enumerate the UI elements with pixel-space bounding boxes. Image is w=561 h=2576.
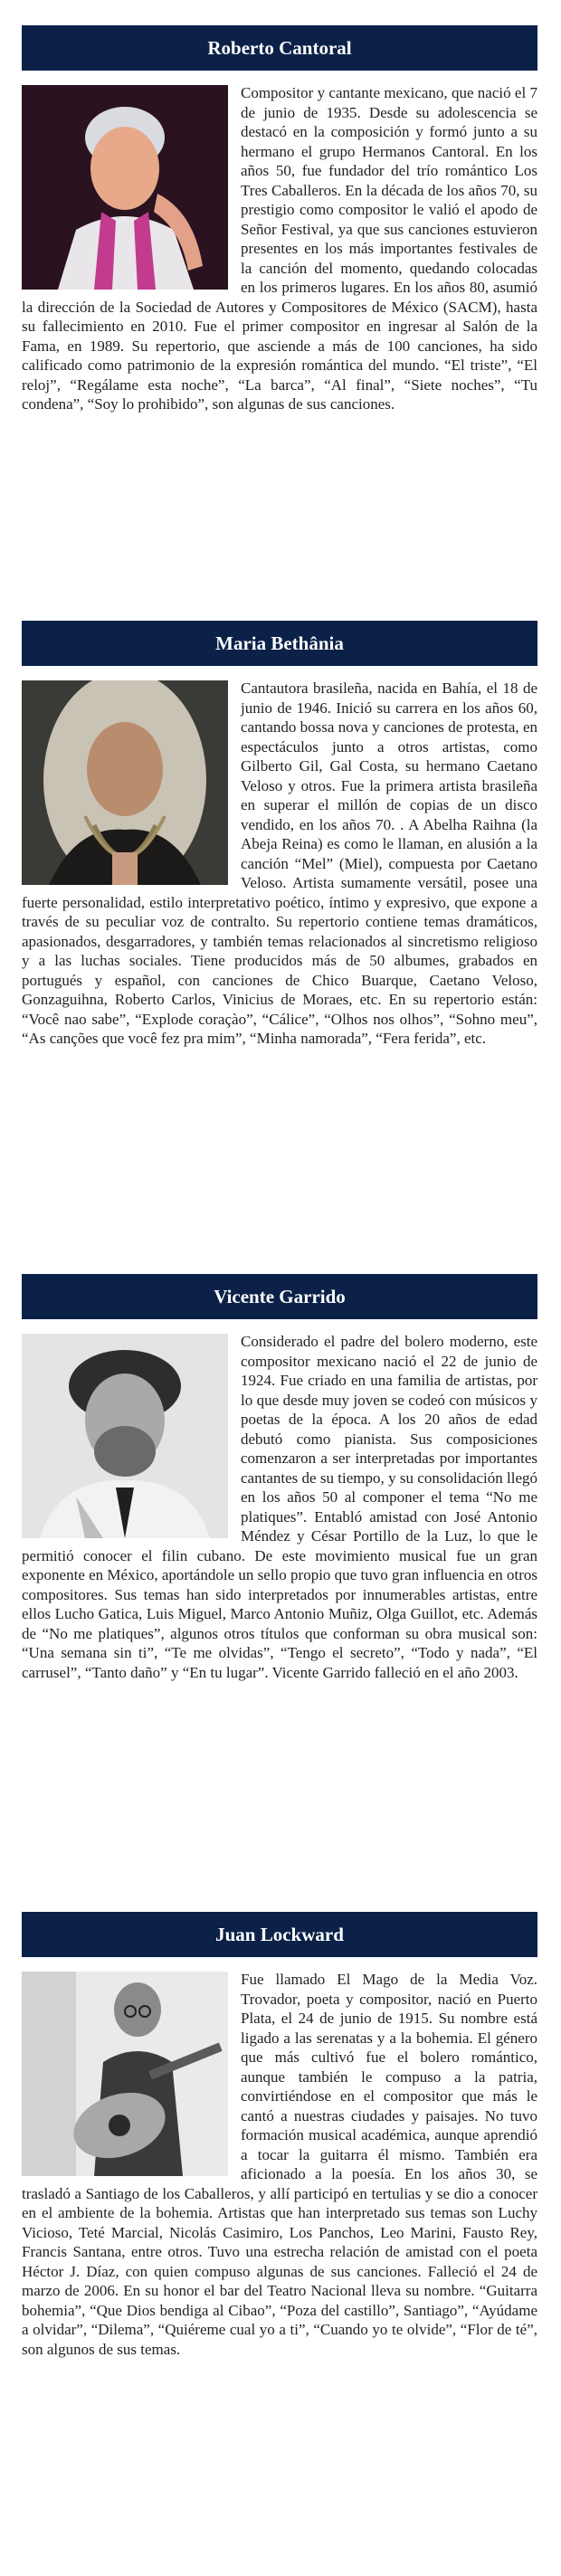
portrait-photo-icon [22, 85, 228, 290]
artist-section-maria-bethania [22, 621, 537, 1049]
portrait-photo-icon [22, 1334, 228, 1538]
artist-photo [22, 680, 228, 885]
artist-name-header: Juan Lockward [22, 1912, 537, 1957]
artist-name-header: Vicente Garrido [22, 1274, 537, 1319]
artist-photo [22, 85, 228, 290]
artist-photo [22, 1334, 228, 1538]
artist-bio: Considerado el padre del bolero moderno, este compositor mexicano nació el 22 de junio de 1924. Fue criado en una familia de artistas, por lo que desde muy joven se codeó con músicos y poetas de la época. A los 20 años de edad debutó como pianista. Sus composiciones comenzaron a ser interpretadas por importantes cantantes de su tiempo, y su consolidación llegó en los años 50 al componer el tema “No me platiques”. Entabló amistad con José Antonio Méndez y César Portillo de la Luz, lo que le permitió conocer el filin cubano. De este movimiento musical fue un gran exponente en México, aportándole un sello propio que tuvo gran influencia en otros compositores. Sus temas han sido interpretados por innumerables artistas, entre ellos Lucho Gatica, Luis Miguel, Marco Antonio Muñiz, Olga Guillot, etc. Además de “No me platiques”, algunos otros títulos que conforman su obra musical son: “Una semana sin ti”, “Te me olvidas”, “Tengo el secreto”, “Todo y nada”, “El carrusel”, “Tanto daño” y “En tu lugar”. Vicente Garrido falleció en el año 2003. [22, 1333, 537, 1681]
artist-bio: Cantautora brasileña, nacida en Bahía, el 18 de junio de 1946. Inició su carrera en los años 60, cantando bossa nova y canciones de protesta, en espectáculos junto a otros artistas, como Gilberto Gil, Gal Costa, su hermano Caetano Veloso y otros. Fue la primera artista brasileña en superar el millón de copias de un disco vendido, en los años 70. . A Abelha Raihna (la Abeja Reina) es como le llaman, en alusión a la canción “Mel” (Miel), compuesta por Caetano Veloso. Artista sumamente versátil, posee una fuerte personalidad, estilo interpretativo poético, íntimo y expresivo, que expone a través de su peculiar voz de contralto. Su repertorio contiene temas dramáticos, apasionados, desgarradores, y también temas relacionados al sincretismo religioso y a las luchas sociales. Tiene producidos más de 50 albumes, grabados en portugués y español, con canciones de Chico Buarque, Caetano Veloso, Gonzaguihna, Roberto Carlos, Vinicius de Moraes, etc. En su repertorio están: “Você nao sabe”, “Explode coraçào”, “Cálice”, “Olhos nos olhos”, “Sohno meu”, “As canções que você fez pra mim”, “Minha namorada”, “Fera ferida”, etc. [22, 679, 537, 1049]
artist-section-juan-lockward [22, 1912, 537, 2359]
portrait-photo-icon [22, 680, 228, 885]
artist-bio: Compositor y cantante mexicano, que nació el 7 de junio de 1935. Desde su adolescencia se destacó en la composición y formó junto a su hermano el grupo Hermanos Cantoral. En los años 50, fue fundador del trío romántico Los Tres Caballeros. En la década de los años 70, su prestigio como compositor le valió el apodo de Señor Festival, ya que sus canciones estuvieron presentes en los más importantes festivales de la canción del momento, quedando colocadas en los primeros lugares. En los años 80, asumió la dirección de la Sociedad de Autores y Compositores de México (SACM), hasta su fallecimiento en 2010. Fue el primer compositor en ingresar al Salón de la Fama, en 1989. Su repertorio, que asciende a más de 100 canciones, ha sido calificado como patrimonio de la expresión romántica del mundo. “El triste”, “El reloj”, “Regálame esta noche”, “La barca”, “Al final”, “Siete noches”, “Tu condena”, “Soy lo prohibido”, son algunas de sus canciones. [22, 84, 537, 413]
artist-photo [22, 1972, 228, 2176]
artist-name-header: Maria Bethânia [22, 621, 537, 666]
artist-name-header: Roberto Cantoral [22, 25, 537, 71]
artist-bio: Fue llamado El Mago de la Media Voz. Trovador, poeta y compositor, nació en Puerto Plata, el 24 de junio de 1915. Su nombre está ligado a las serenatas y a la bohemia. El género que más cultivó fue el bolero romántico, aunque también le compuso a la patria, convirtiéndose en el compositor que más le cantó a nuestras ciudades y paisajes. No tuvo formación musical académica, aunque aprendió a tocar la guitarra él mismo. También era aficionado a la poesía. En los años 30, se trasladó a Santiago de los Caballeros, y allí participó en tertulias y se dio a conocer en el ambiente de la bohemia. Artistas que han interpretado sus temas son Luchy Vicioso, Teté Marcial, Nicolás Casimiro, Los Panchos, Leo Marini, Fausto Rey, Francis Santana, entre otros. Tuvo una estrecha relación de amistad con el poeta Héctor J. Díaz, con quien compuso algunas de sus canciones. Falleció el 24 de marzo de 2006. En su honor el bar del Teatro Nacional lleva su nombre. “Guitarra bohemia”, “Que Dios bendiga al Cibao”, “Poza del castillo”, Santiago”, “Ayúdame a olvidar”, “Dilema”, “Quiéreme cual yo a ti”, “Cuando yo te olvide”, “Flor de té”, son algunos de sus temas. [22, 1971, 537, 2358]
artist-section-roberto-cantoral [22, 25, 537, 414]
guitarist-photo-icon [22, 1972, 228, 2176]
artist-section-vicente-garrido [22, 1274, 537, 1682]
